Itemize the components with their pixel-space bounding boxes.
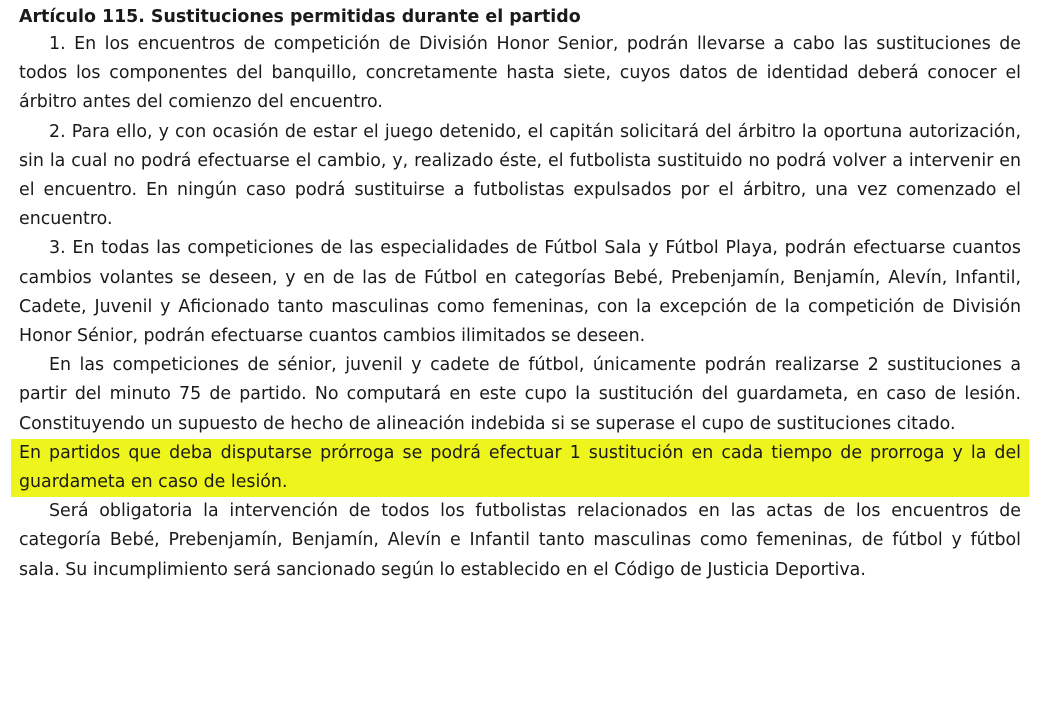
article-title: Artículo 115. Sustituciones permitidas durante el partido xyxy=(19,7,581,27)
paragraph-1: 1. En los encuentros de competición de División Honor Senior, podrán llevarse a cabo las sustituciones de todos los componentes del banquillo, concretamente hasta siete, cuyos datos de identidad deberá conocer el árbitro antes del comienzo del encuentro. xyxy=(19,34,1021,113)
paragraph-4: En las competiciones de sénior, juvenil y cadete de fútbol, únicamente podrán realizarse 2 sustituciones a partir del minuto 75 de partido. No computará en este cupo la sustitución del guardameta, en caso de lesión. Constituyendo un supuesto de hecho de alineación indebida si se superase el cupo de sustituciones citado. xyxy=(19,355,1021,434)
highlighted-paragraph: En partidos que deba disputarse prórroga se podrá efectuar 1 sustitución en cada tiempo de prorroga y la del guardameta en caso de lesión. xyxy=(11,439,1029,497)
paragraph-6: Será obligatoria la intervención de todos los futbolistas relacionados en las actas de los encuentros de categoría Bebé, Prebenjamín, Benjamín, Alevín e Infantil tanto masculinas como femeninas, de fútbol y fútbol sala. Su incumplimiento será sancionado según lo establecido en el Código de Justicia Deportiva. xyxy=(19,501,1021,580)
paragraph-2: 2. Para ello, y con ocasión de estar el juego detenido, el capitán solicitará del árbitro la oportuna autorización, sin la cual no podrá efectuarse el cambio, y, realizado éste, el futbolista sustituido no podrá volver a intervenir en el encuentro. En ningún caso podrá sustituirse a futbolistas expulsados por el árbitro, una vez comenzado el encuentro. xyxy=(19,121,1021,230)
document-body xyxy=(19,4,1021,585)
paragraph-3: 3. En todas las competiciones de las especialidades de Fútbol Sala y Fútbol Playa, podrán efectuarse cuantos cambios volantes se deseen, y en de las de Fútbol en categorías Bebé, Prebenjamín, Benjamín, Alevín, Infantil, Cadete, Juvenil y Aficionado tanto masculinas como femeninas, con la excepción de la competición de División Honor Sénior, podrán efectuarse cuantos cambios ilimitados se deseen. xyxy=(19,238,1021,347)
